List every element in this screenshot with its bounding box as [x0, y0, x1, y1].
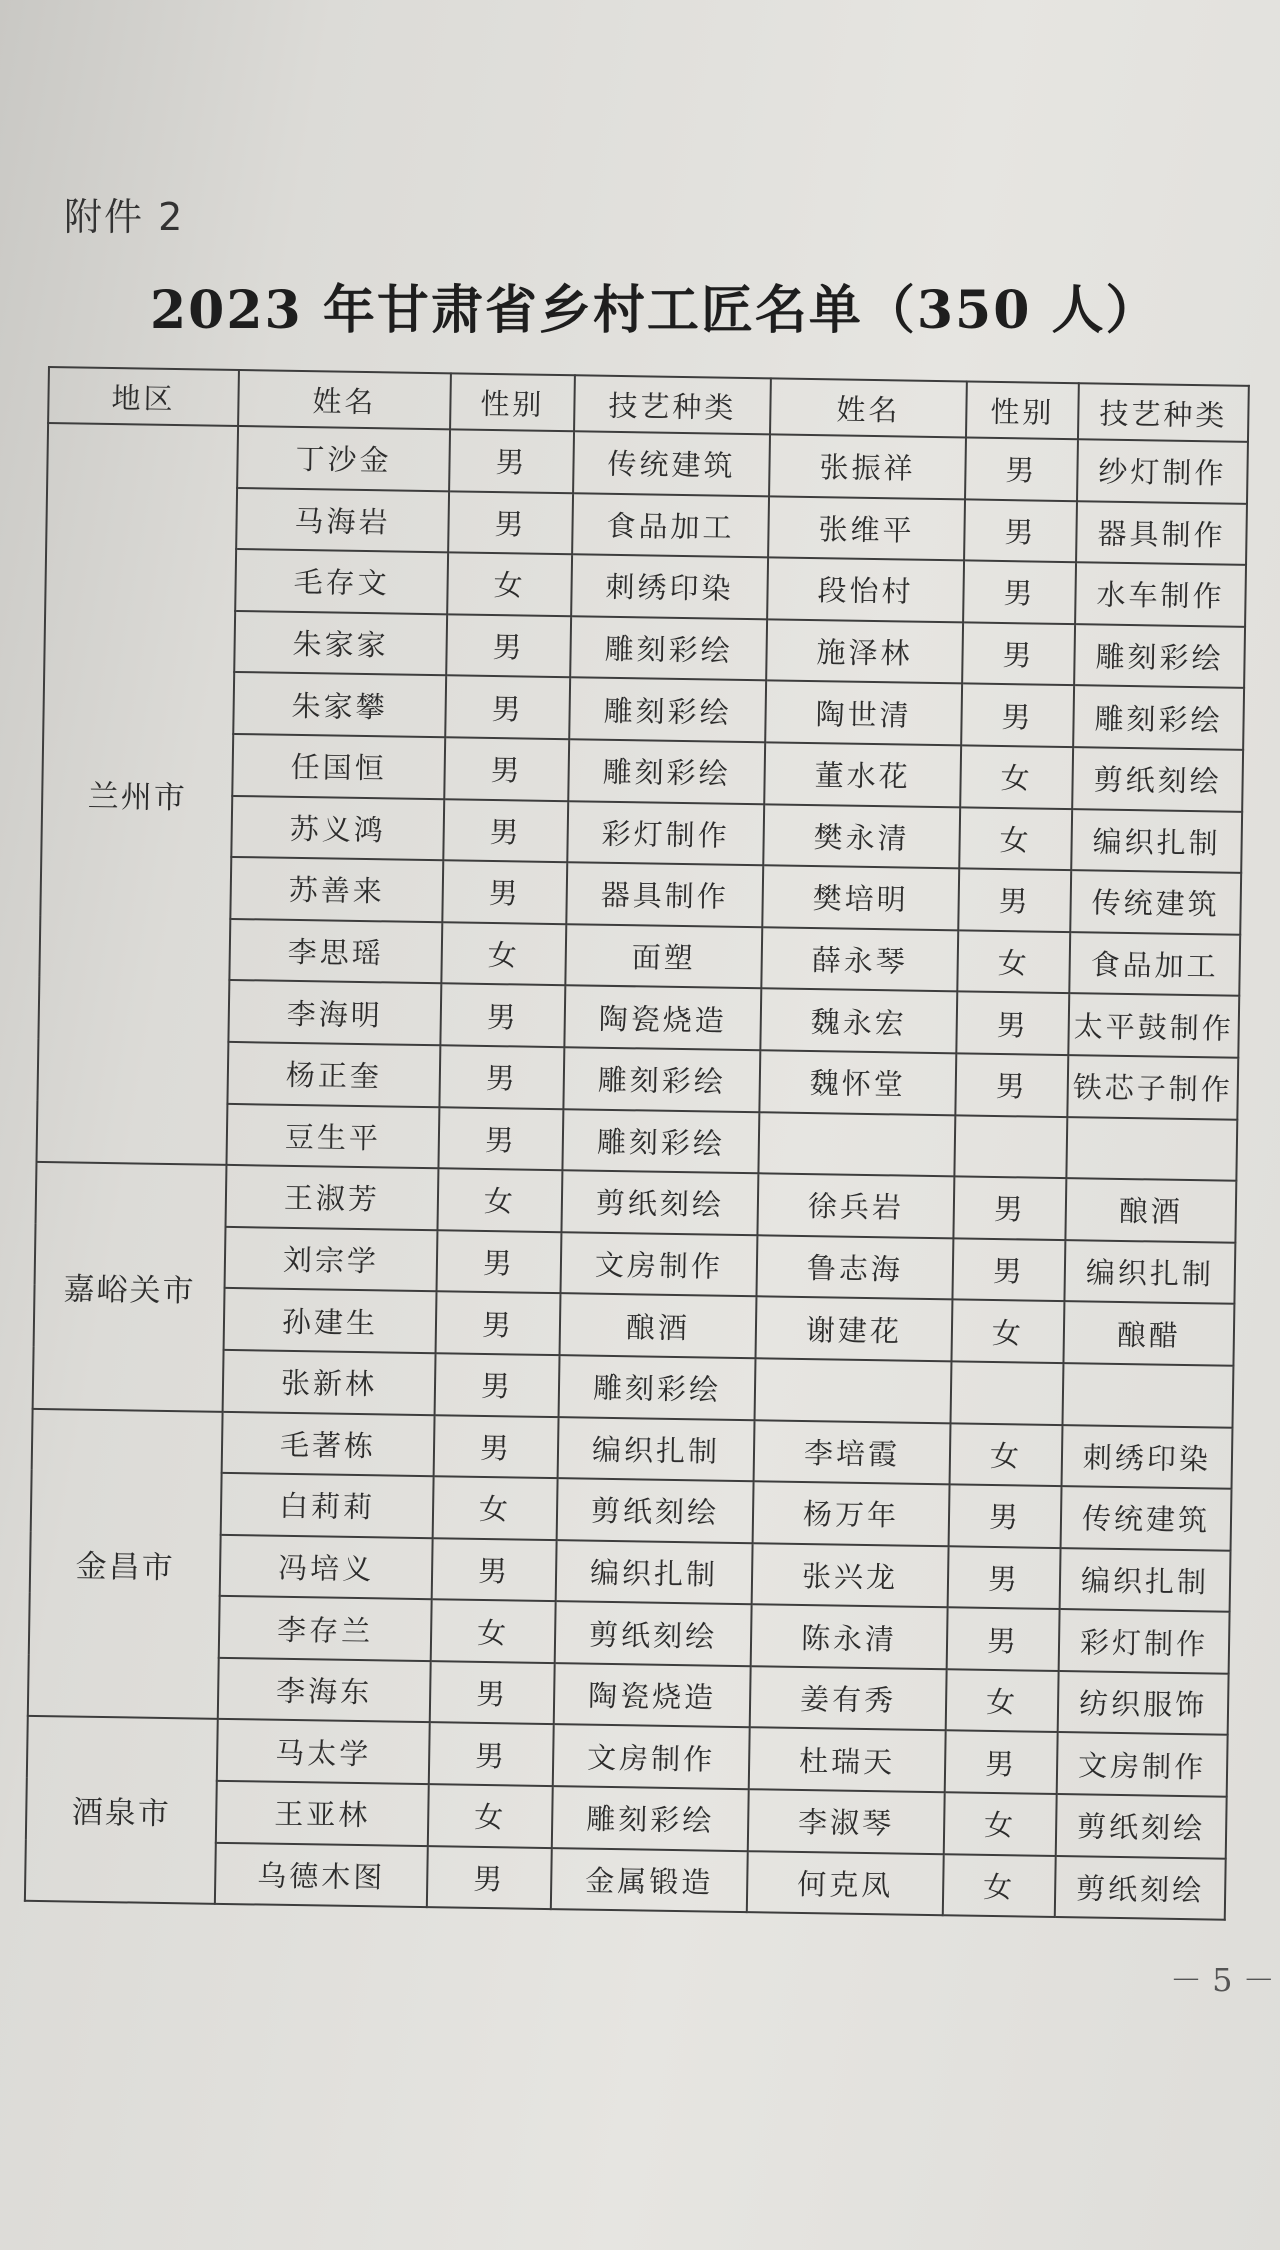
gender-cell: [954, 1115, 1067, 1178]
craft-cell: 雕刻彩绘: [1073, 686, 1244, 750]
gender-cell: 男: [963, 561, 1076, 624]
gender-cell: [951, 1361, 1064, 1424]
gender-cell: 男: [436, 1292, 561, 1356]
craft-cell: 传统建筑: [1061, 1486, 1232, 1550]
craft-cell: 太平鼓制作: [1068, 993, 1239, 1057]
name-cell: 李思瑶: [229, 919, 442, 984]
craft-cell: 雕刻彩绘: [570, 616, 767, 681]
craft-cell: 雕刻彩绘: [563, 1047, 760, 1112]
craft-cell: 金属锻造: [551, 1848, 748, 1913]
craft-cell: 剪纸刻绘: [1056, 1794, 1227, 1858]
craft-cell: 编织扎制: [556, 1540, 753, 1605]
name-cell: 李培霞: [754, 1420, 951, 1485]
name-cell: 徐兵岩: [757, 1173, 954, 1238]
name-cell: 苏善来: [230, 857, 443, 922]
name-cell: 杨正奎: [227, 1042, 440, 1107]
gender-cell: 男: [440, 984, 565, 1048]
gender-cell: 男: [443, 799, 568, 863]
craft-cell: 器具制作: [1076, 501, 1247, 565]
craft-cell: 文房制作: [1057, 1732, 1228, 1796]
craft-cell: 编织扎制: [1064, 1240, 1235, 1304]
gender-cell: 女: [428, 1784, 553, 1848]
name-cell: [755, 1358, 952, 1423]
name-cell: 李淑琴: [748, 1789, 945, 1854]
gender-cell: 女: [431, 1599, 556, 1663]
craft-cell: 刺绣印染: [571, 554, 768, 619]
gender-cell: 男: [448, 491, 573, 555]
name-cell: 毛存文: [235, 549, 448, 614]
roster-table-body: [25, 423, 1248, 1920]
craft-cell: 雕刻彩绘: [568, 739, 765, 804]
name-cell: 刘宗学: [225, 1227, 438, 1292]
craft-cell: 文房制作: [553, 1725, 750, 1790]
name-cell: 苏义鸿: [231, 796, 444, 861]
name-cell: 冯培义: [220, 1535, 433, 1600]
gender-cell: 男: [449, 429, 574, 493]
gender-cell: 男: [435, 1353, 560, 1417]
craft-cell: 器具制作: [566, 862, 763, 927]
name-cell: 王淑芳: [226, 1165, 439, 1230]
craft-cell: 传统建筑: [1070, 870, 1241, 934]
name-cell: 任国恒: [232, 734, 445, 799]
gender-cell: 男: [430, 1661, 555, 1725]
craft-cell: 雕刻彩绘: [569, 678, 766, 743]
craft-cell: 食品加工: [572, 493, 769, 558]
header-craft: 技艺种类: [1078, 383, 1249, 442]
gender-cell: 男: [945, 1731, 1058, 1794]
gender-cell: 女: [433, 1476, 558, 1540]
name-cell: 张振祥: [769, 434, 966, 499]
craft-cell: 剪纸刻绘: [1055, 1856, 1226, 1920]
gender-cell: 男: [427, 1846, 552, 1910]
header-gender: 性别: [966, 381, 1079, 439]
craft-cell: 编织扎制: [1071, 809, 1242, 873]
gender-cell: 男: [445, 676, 570, 740]
name-cell: 陈永清: [751, 1604, 948, 1669]
region-cell: 兰州市: [36, 423, 238, 1165]
gender-cell: 女: [951, 1300, 1064, 1363]
name-cell: 魏永宏: [760, 989, 957, 1054]
name-cell: 张兴龙: [752, 1543, 949, 1608]
craft-cell: 刺绣印染: [1062, 1425, 1233, 1489]
name-cell: 何克凤: [747, 1851, 944, 1916]
name-cell: 李海明: [228, 980, 441, 1045]
gender-cell: 男: [948, 1546, 1061, 1609]
gender-cell: 男: [956, 992, 1069, 1055]
header-craft: 技艺种类: [574, 375, 771, 434]
header-name: 姓名: [770, 378, 967, 437]
craft-cell: 剪纸刻绘: [555, 1601, 752, 1666]
name-cell: 董水花: [764, 742, 961, 807]
name-cell: 施泽林: [766, 619, 963, 684]
gender-cell: 女: [959, 807, 1072, 870]
page-title: 2023 年甘肃省乡村工匠名单（350 人）: [150, 280, 1160, 341]
name-cell: 朱家家: [234, 611, 447, 676]
gender-cell: 男: [432, 1538, 557, 1602]
craft-cell: 陶瓷烧造: [554, 1663, 751, 1728]
craft-cell: 剪纸刻绘: [557, 1478, 754, 1543]
craft-cell: 酿酒: [1065, 1178, 1236, 1242]
name-cell: 谢建花: [756, 1297, 953, 1362]
gender-cell: 男: [965, 437, 1078, 500]
name-cell: 豆生平: [226, 1103, 439, 1168]
roster-table: [24, 366, 1250, 1921]
craft-cell: 剪纸刻绘: [1072, 747, 1243, 811]
name-cell: 李存兰: [219, 1596, 432, 1661]
name-cell: 陶世清: [765, 681, 962, 746]
gender-cell: 女: [950, 1423, 1063, 1486]
gender-cell: 男: [437, 1230, 562, 1294]
craft-cell: 彩灯制作: [1059, 1609, 1230, 1673]
gender-cell: 女: [946, 1669, 1059, 1732]
craft-cell: 面塑: [565, 924, 762, 989]
name-cell: 毛著栋: [222, 1411, 435, 1476]
name-cell: 白莉莉: [221, 1473, 434, 1538]
gender-cell: 男: [947, 1608, 1060, 1671]
name-cell: 薛永琴: [761, 927, 958, 992]
name-cell: 张维平: [768, 496, 965, 561]
header-region: 地区: [48, 367, 239, 426]
region-cell: 金昌市: [28, 1408, 223, 1719]
gender-cell: 女: [437, 1168, 562, 1232]
craft-cell: [1062, 1363, 1233, 1427]
gender-cell: 男: [962, 622, 1075, 685]
gender-cell: 女: [957, 930, 1070, 993]
name-cell: 鲁志海: [756, 1235, 953, 1300]
name-cell: 朱家攀: [233, 672, 446, 737]
header-gender: 性别: [450, 373, 575, 431]
page-number: － 5 －: [1170, 1961, 1275, 1999]
gender-cell: 男: [429, 1723, 554, 1787]
name-cell: 马太学: [217, 1719, 430, 1784]
name-cell: 杨万年: [753, 1481, 950, 1546]
craft-cell: 酿醋: [1063, 1301, 1234, 1365]
name-cell: [758, 1112, 955, 1177]
craft-cell: 编织扎制: [1060, 1548, 1231, 1612]
gender-cell: 男: [953, 1176, 1066, 1239]
gender-cell: 女: [944, 1792, 1057, 1855]
header-name: 姓名: [238, 370, 451, 429]
craft-cell: 食品加工: [1069, 932, 1240, 996]
gender-cell: 女: [441, 922, 566, 986]
gender-cell: 男: [442, 860, 567, 924]
name-cell: 马海岩: [236, 488, 449, 553]
craft-cell: [1066, 1117, 1237, 1181]
craft-cell: 雕刻彩绘: [1074, 624, 1245, 688]
region-cell: 嘉峪关市: [33, 1162, 227, 1411]
craft-cell: 编织扎制: [558, 1417, 755, 1482]
gender-cell: 女: [943, 1854, 1056, 1917]
craft-cell: 纺织服饰: [1058, 1671, 1229, 1735]
craft-cell: 纱灯制作: [1077, 439, 1248, 503]
gender-cell: 男: [438, 1107, 563, 1171]
name-cell: 乌德木图: [215, 1842, 428, 1907]
name-cell: 张新林: [223, 1350, 436, 1415]
gender-cell: 男: [952, 1238, 1065, 1301]
gender-cell: 男: [444, 737, 569, 801]
craft-cell: 雕刻彩绘: [552, 1786, 749, 1851]
roster-table-wrapper: [24, 366, 1248, 1921]
craft-cell: 铁芯子制作: [1067, 1055, 1238, 1119]
name-cell: 李海东: [218, 1658, 431, 1723]
name-cell: 樊永清: [763, 804, 960, 869]
name-cell: 姜有秀: [750, 1666, 947, 1731]
name-cell: 段怡村: [767, 558, 964, 623]
name-cell: 魏怀堂: [759, 1050, 956, 1115]
craft-cell: 雕刻彩绘: [562, 1109, 759, 1174]
craft-cell: 彩灯制作: [567, 801, 764, 866]
name-cell: 杜瑞天: [749, 1728, 946, 1793]
gender-cell: 男: [964, 499, 1077, 562]
name-cell: 王亚林: [216, 1781, 429, 1846]
gender-cell: 男: [958, 869, 1071, 932]
gender-cell: 男: [446, 614, 571, 678]
craft-cell: 传统建筑: [573, 431, 770, 496]
craft-cell: 雕刻彩绘: [559, 1355, 756, 1420]
gender-cell: 男: [434, 1415, 559, 1479]
attachment-label: 附件 2: [64, 195, 185, 239]
name-cell: 孙建生: [224, 1288, 437, 1353]
gender-cell: 男: [961, 684, 1074, 747]
craft-cell: 酿酒: [560, 1293, 757, 1358]
gender-cell: 男: [439, 1045, 564, 1109]
name-cell: 樊培明: [762, 865, 959, 930]
craft-cell: 陶瓷烧造: [564, 986, 761, 1051]
name-cell: 丁沙金: [237, 426, 450, 491]
gender-cell: 男: [949, 1484, 1062, 1547]
region-cell: 酒泉市: [25, 1716, 218, 1904]
gender-cell: 女: [447, 552, 572, 616]
craft-cell: 剪纸刻绘: [561, 1170, 758, 1235]
gender-cell: 女: [960, 745, 1073, 808]
gender-cell: 男: [955, 1053, 1068, 1116]
craft-cell: 水车制作: [1075, 562, 1246, 626]
craft-cell: 文房制作: [560, 1232, 757, 1297]
